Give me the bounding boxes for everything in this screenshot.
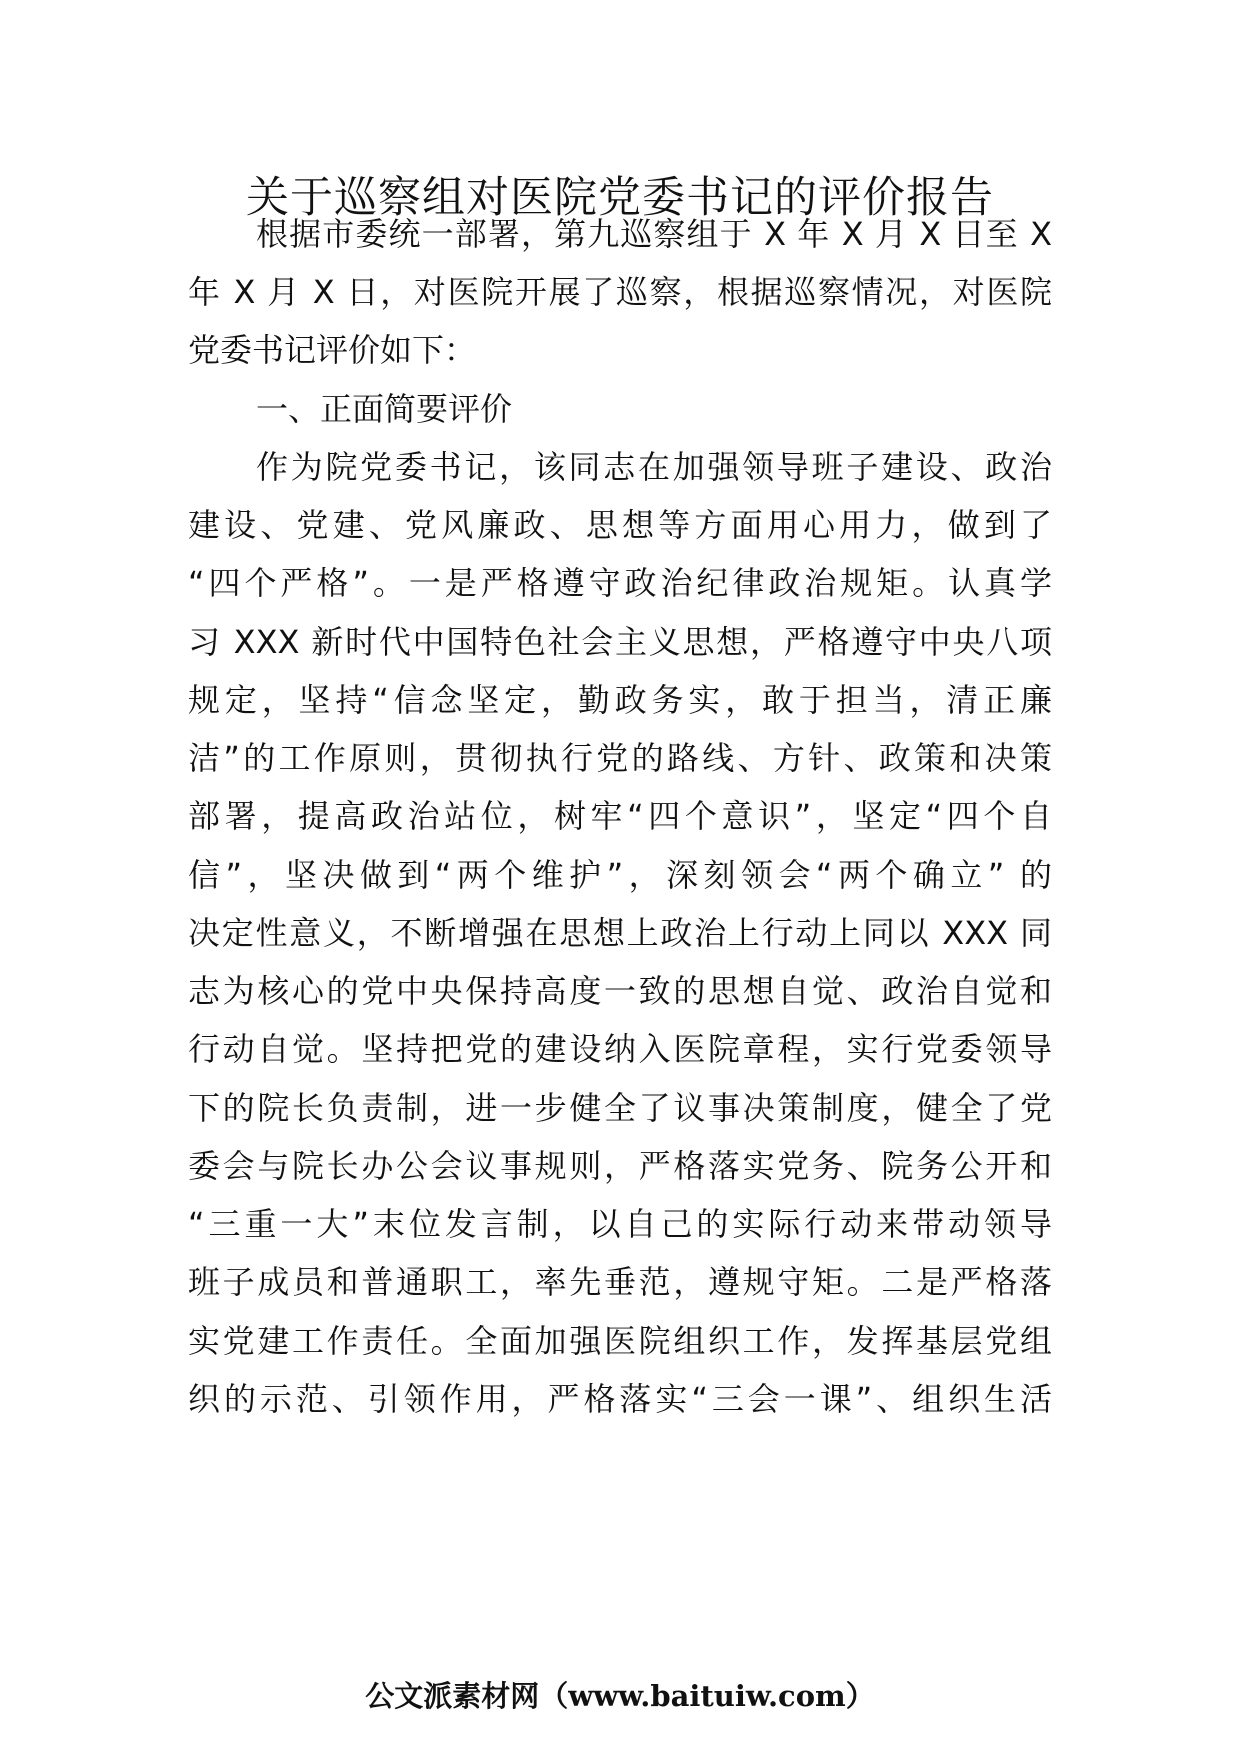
body-line-3: “四个严格”。一是严格遵守政治纪律政治规矩。认真学 [188,564,1052,602]
body-line-14: “三重一大”末位发言制，以自己的实际行动来带动领导 [188,1205,1052,1243]
body-line-11: 行动自觉。坚持把党的建设纳入医院章程，实行党委领导 [188,1030,1052,1068]
intro-line-3: 党委书记评价如下： [188,331,477,369]
intro-line-2: 年 X 月 X 日，对医院开展了巡察，根据巡察情况，对医院 [188,273,1052,311]
intro-line-1: 根据市委统一部署，第九巡察组于 X 年 X 月 X 日至 X [256,215,1052,253]
body-line-1: 作为院党委书记，该同志在加强领导班子建设、政治 [256,448,1052,486]
body-line-16: 实党建工作责任。全面加强医院组织工作，发挥基层党组 [188,1322,1052,1360]
body-line-8: 信”，坚决做到“两个维护”，深刻领会“两个确立” 的 [188,856,1052,894]
body-line-2: 建设、党建、党风廉政、思想等方面用心用力，做到了 [188,506,1052,544]
body-line-17: 织的示范、引领作用，严格落实“三会一课”、组织生活 [188,1380,1052,1418]
document-title: 关于巡察组对医院党委书记的评价报告 [246,173,994,223]
body-line-15: 班子成员和普通职工，率先垂范，遵规守矩。二是严格落 [188,1263,1052,1301]
body-line-5: 规定，坚持“信念坚定，勤政务实，敢于担当，清正廉 [188,681,1052,719]
body-line-12: 下的院长负责制，进一步健全了议事决策制度，健全了党 [188,1089,1052,1127]
section-heading: 一、正面简要评价 [256,390,513,428]
body-line-13: 委会与院长办公会议事规则，严格落实党务、院务公开和 [188,1147,1052,1185]
body-line-9: 决定性意义，不断增强在思想上政治上行动上同以 XXX 同 [188,914,1052,952]
body-line-7: 部署，提高政治站位，树牢“四个意识”，坚定“四个自 [188,797,1052,835]
body-line-6: 洁”的工作原则，贯彻执行党的路线、方针、政策和决策 [188,739,1052,777]
body-line-4: 习 XXX 新时代中国特色社会主义思想，严格遵守中央八项 [188,623,1052,661]
footer-watermark: 公文派素材网（www.baituiw.com） [365,1679,875,1713]
body-line-10: 志为核心的党中央保持高度一致的思想自觉、政治自觉和 [188,972,1052,1010]
